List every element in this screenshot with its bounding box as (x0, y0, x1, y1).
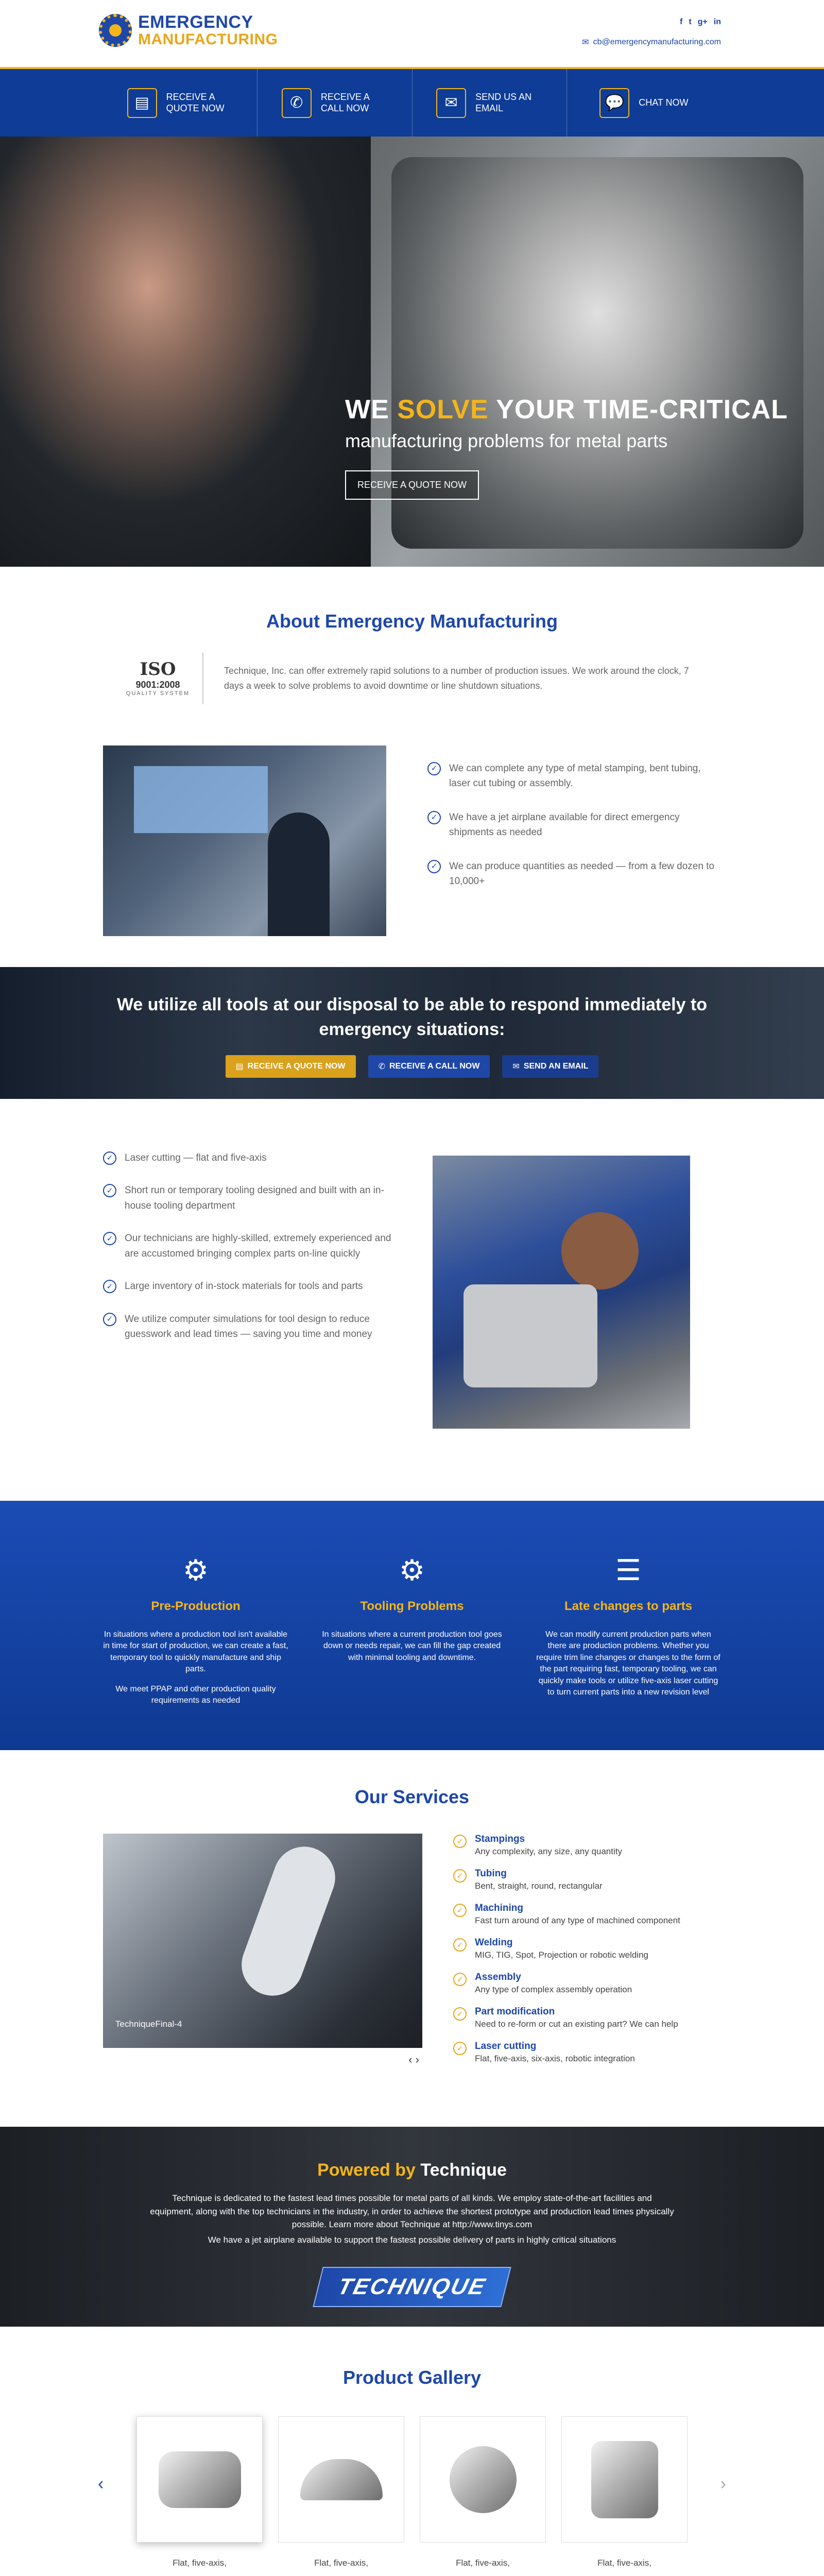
services-title: Our Services (354, 1786, 470, 1807)
list-item: ✓ Short run or temporary tooling designed and built with an in-house tooling department (103, 1183, 391, 1213)
logo-line1: EMERGENCY (138, 12, 253, 32)
about-title: About Emergency Manufacturing (266, 611, 558, 632)
check-circle-icon: ✓ (427, 762, 441, 775)
check-circle-icon: ✓ (103, 1151, 116, 1165)
phone-icon: ✆ (282, 88, 312, 118)
cta-label: RECEIVE A CALL NOW (320, 91, 369, 113)
slider-caption: TechniqueFinal-4 (115, 2019, 182, 2029)
check-circle-icon: ✓ (453, 2042, 467, 2055)
list-item: ✓ Welding MIG, TIG, Spot, Projection or robotic welding (453, 1937, 680, 1960)
powered-text-2: We have a jet airplane available to support the fastest possible delivery of parts in highly critical situations (208, 2234, 616, 2245)
capabilities-list (103, 1150, 391, 1429)
phone-icon: ✆ (378, 1062, 385, 1072)
list-item: ✓ We have a jet airplane available for direct emergency shipments as needed (427, 810, 716, 840)
operator-photo (103, 745, 386, 936)
list-item: ✓ We can produce quantities as needed — from a few dozen to 10,000+ (427, 859, 716, 889)
utilize-email-button[interactable]: ✉ SEND AN EMAIL (502, 1055, 598, 1078)
list-item: ✓ Laser cutting — flat and five-axis (103, 1150, 391, 1165)
technique-logo[interactable]: TECHNIQUE (313, 2267, 511, 2307)
header-email: cb@emergencymanufacturing.com (593, 38, 721, 46)
part-image (591, 2441, 658, 2518)
chevron-left-icon[interactable]: ‹ (98, 2474, 104, 2494)
list-item: ✓ Tubing Bent, straight, round, rectangular (453, 1868, 680, 1891)
gallery-item[interactable]: Flat, five-axis, (561, 2416, 688, 2568)
gear-icon: ⚙ (399, 1554, 425, 1586)
check-circle-icon: ✓ (103, 1184, 116, 1197)
part-image (159, 2451, 241, 2508)
check-circle-icon: ✓ (103, 1232, 116, 1245)
check-circle-icon: ✓ (103, 1280, 116, 1293)
envelope-icon: ✉ (512, 1062, 520, 1072)
doc-icon: ▤ (235, 1062, 244, 1072)
list-item: ✓ We can complete any type of metal stamping, bent tubing, laser cut tubing or assembly. (427, 761, 716, 791)
gallery-item[interactable]: Flat, five-axis, (136, 2416, 263, 2568)
header-social (680, 18, 721, 27)
site-logo[interactable] (99, 13, 278, 47)
check-circle-icon: ✓ (453, 2007, 467, 2021)
services-section (0, 1750, 824, 2127)
iso-badge: ISO 9001:2008 QUALITY SYSTEM (113, 653, 203, 704)
check-circle-icon: ✓ (453, 1973, 467, 1986)
cta-label: RECEIVE A QUOTE NOW (166, 91, 225, 113)
logo-line2: MANUFACTURING (138, 31, 278, 48)
hero-quote-button[interactable]: RECEIVE A QUOTE NOW (345, 470, 479, 500)
google-plus-icon[interactable]: g+ (697, 18, 708, 26)
cta-call[interactable] (258, 69, 412, 137)
slider-arrows[interactable]: ‹ › (408, 2053, 419, 2066)
chevron-right-icon[interactable]: › (720, 2474, 726, 2494)
list-item: ✓ We utilize computer simulations for tool design to reduce guesswork and lead times — saving you time and money (103, 1312, 391, 1342)
product-gallery (0, 2327, 824, 2576)
utilize-call-button[interactable]: ✆ RECEIVE A CALL NOW (368, 1055, 490, 1078)
about-section (0, 567, 824, 967)
cta-quote[interactable] (103, 69, 258, 137)
part-image (450, 2446, 517, 2513)
list-item: ✓ Machining Fast turn around of any type of machined component (453, 1903, 680, 1926)
feature-tooling-problems: ⚙ Tooling Problems In situations where a current production tool goes down or needs repair, we can fill the gap created with minimal tooling and downtime. (319, 1550, 505, 1715)
linkedin-icon[interactable]: in (713, 18, 721, 26)
cta-bar (0, 67, 824, 137)
utilize-banner (0, 967, 824, 1099)
about-features (427, 745, 716, 936)
envelope-icon: ✉ (582, 38, 589, 47)
check-circle-icon: ✓ (427, 811, 441, 824)
gallery-title: Product Gallery (342, 2367, 482, 2388)
gear-hand-icon: ⚙ (182, 1554, 209, 1586)
hero-headline: WE SOLVE YOUR TIME-CRITICAL (345, 395, 788, 425)
list-item: ✓ Laser cutting Flat, five-axis, six-axis, robotic integration (453, 2041, 680, 2064)
list-item: ✓ Our technicians are highly-skilled, extremely experienced and are accustomed bringing complex parts on-line quickly (103, 1231, 391, 1261)
cta-chat[interactable] (567, 69, 721, 137)
check-circle-icon: ✓ (453, 1869, 467, 1883)
hero-banner (0, 137, 824, 567)
powered-by-section (0, 2127, 824, 2327)
quote-doc-icon: ▤ (127, 88, 157, 118)
check-circle-icon: ✓ (453, 1835, 467, 1848)
check-circle-icon: ✓ (427, 860, 441, 873)
cta-email[interactable] (413, 69, 567, 137)
check-circle-icon: ✓ (103, 1313, 116, 1326)
check-circle-icon: ✓ (453, 1938, 467, 1952)
hero-photo-worker (0, 137, 371, 567)
services-slider-image[interactable] (103, 1834, 422, 2048)
solutions-section (0, 1501, 824, 1750)
cta-label: CHAT NOW (639, 97, 689, 108)
factory-icon: ☰ (615, 1554, 642, 1586)
gallery-item[interactable]: Flat, five-axis, (420, 2416, 546, 2568)
gallery-item[interactable]: Flat, five-axis, (278, 2416, 404, 2568)
utilize-title: We utilize all tools at our disposal to be able to respond immediately to emergency situations: (116, 995, 708, 1039)
list-item: ✓ Large inventory of in-stock materials for tools and parts (103, 1279, 391, 1294)
technician-photo (433, 1156, 690, 1429)
header-email-link[interactable] (582, 37, 721, 47)
powered-text: Technique is dedicated to the fastest lead times possible for metal parts of all kinds. We employ state-of-the-art facilities and equipment, along with the top technicians in the industry, in order to achieve the shortest prototype and production lead times physically possible. Learn more about Technique at http://www.tinys.com (150, 2193, 674, 2229)
feature-late-changes: ☰ Late changes to parts We can modify current production parts when there are production problems. Whether you require trim line changes or changes to the form of the part requiring fast, temporary tooling, we can quickly make tools or utilize five-axis laser cutting to turn current parts into a new revision level (536, 1550, 721, 1715)
email-icon: ✉ (436, 88, 466, 118)
hero-subheadline: manufacturing problems for metal parts (345, 430, 668, 451)
services-list (453, 1834, 680, 2075)
feature-pre-production: ⚙ Pre-Production In situations where a production tool isn't available in time for start of production, we can create a fast, temporary tool to quickly manufacture and ship parts. We meet PPAP and other production quality requirements as needed (103, 1550, 288, 1715)
cta-label: SEND US AN EMAIL (475, 91, 532, 113)
list-item: ✓ Assembly Any type of complex assembly operation (453, 1972, 680, 1995)
chat-icon: 💬 (599, 88, 629, 118)
twitter-icon[interactable]: t (689, 18, 692, 26)
capabilities-section (0, 1099, 824, 1501)
gear-logo-icon (99, 14, 132, 47)
facebook-icon[interactable]: f (680, 18, 683, 26)
utilize-quote-button[interactable]: ▤ RECEIVE A QUOTE NOW (226, 1055, 356, 1078)
check-circle-icon: ✓ (453, 1904, 467, 1917)
powered-title: Powered by Technique (317, 2160, 507, 2180)
list-item: ✓ Part modification Need to re-form or cut an existing part? We can help (453, 2006, 680, 2029)
list-item: ✓ Stampings Any complexity, any size, any quantity (453, 1834, 680, 1857)
site-header (0, 0, 824, 67)
about-description: Technique, Inc. can offer extremely rapid solutions to a number of production issues. We work around the clock, 7 days a week to solve problems to avoid downtime or line shutdown situations. (224, 666, 689, 691)
part-image (300, 2459, 383, 2500)
